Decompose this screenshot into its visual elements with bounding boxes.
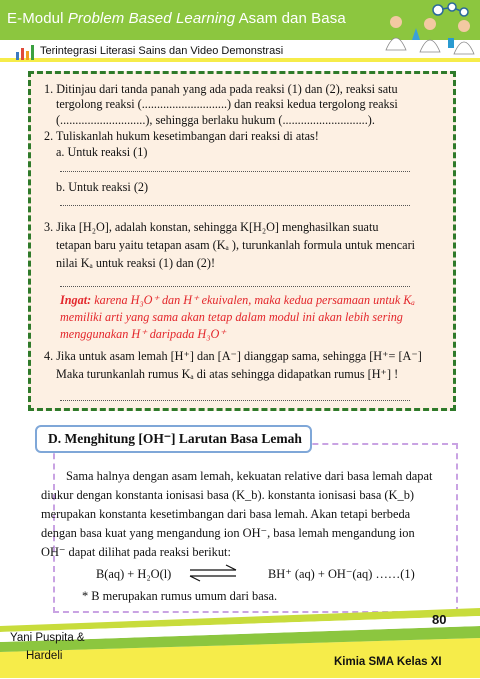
paragraph-line-5: OH⁻ dapat dilihat pada reaksi berikut: — [41, 545, 231, 559]
bar-chart-icon — [14, 42, 36, 62]
scientists-illustration-icon — [378, 0, 480, 56]
course-label: Kimia SMA Kelas XI — [334, 656, 442, 668]
question-3-line-2: tetapan baru yaitu tetapan asam (Kₐ ), turunkanlah formula untuk mencari — [56, 238, 416, 252]
reaction-reactants: B(aq) + H₂O(l) — [96, 567, 172, 581]
note-line-1: Ingat: karena H₃O⁺ dan H⁺ ekuivalen, maka kedua persamaan untuk Kₐ — [60, 293, 415, 307]
subheader-yellow-stripe — [0, 58, 480, 62]
question-3-line-3: nilai Kₐ untuk reaksi (1) dan (2)! — [56, 256, 216, 270]
answer-line-3[interactable] — [60, 286, 410, 287]
reaction-products: BH⁺ (aq) + OH⁻(aq) ……(1) — [268, 567, 415, 581]
question-4-line-2: Maka turunkanlah rumus Kₐ di atas sehingga didapatkan rumus [H⁺] ! — [56, 367, 399, 381]
equilibrium-arrow-icon — [188, 564, 238, 582]
answer-line-2a[interactable] — [60, 171, 410, 172]
author-line-2: Hardeli — [26, 650, 63, 662]
question-1-line-1: 1. Ditinjau dari tanda panah yang ada pada reaksi (1) dan (2), reaksi satu — [44, 82, 398, 96]
paragraph-line-1: Sama halnya dengan asam lemah, kekuatan relative dari basa lemah dapat — [66, 469, 433, 483]
module-title: E-Modul Problem Based Learning Asam dan Basa — [7, 10, 346, 27]
question-1-line-3: (............................), sehingga berlaku hukum (............................). — [56, 113, 375, 127]
footnote: * B merupakan rumus umum dari basa. — [82, 589, 278, 603]
module-subtitle: Terintegrasi Literasi Sains dan Video Demonstrasi — [40, 45, 284, 57]
section-d-title: D. Menghitung [OH⁻] Larutan Basa Lemah — [48, 431, 302, 446]
page-number: 80 — [432, 612, 447, 627]
answer-line-2b[interactable] — [60, 205, 410, 206]
question-2b-label: b. Untuk reaksi (2) — [56, 180, 149, 194]
note-line-3: menggunakan H⁺ daripada H₃O⁺ — [60, 327, 226, 341]
paragraph-line-2: diukur dengan konstanta ionisasi basa (K_b). konstanta ionisasi basa (K_b) — [41, 488, 415, 502]
paragraph-line-3: merupakan konstanta kesetimbangan dari basa lemah. Akan tetapi berbeda — [41, 507, 411, 521]
author-line-1: Yani Puspita & — [10, 632, 85, 644]
question-3-line-1: 3. Jika [H₂O], adalah konstan, sehingga K[H₂O] menghasilkan suatu — [44, 220, 379, 234]
question-2-line-1: 2. Tuliskanlah hukum kesetimbangan dari reaksi di atas! — [44, 129, 319, 143]
question-1-line-2: tergolong reaksi (............................) dan reaksi kedua tergolong reaksi — [56, 97, 398, 111]
paragraph-line-4: dengan basa kuat yang mengandung ion OH⁻, basa lemah mengandung ion — [41, 526, 415, 540]
note-line-2: memiliki arti yang sama akan tetap dalam modul ini akan lebih sering — [60, 310, 403, 324]
answer-line-4[interactable] — [60, 400, 410, 401]
question-4-line-1: 4. Jika untuk asam lemah [H⁺] dan [A⁻] dianggap sama, sehingga [H⁺= [A⁻] — [44, 349, 422, 363]
question-2a-label: a. Untuk reaksi (1) — [56, 145, 148, 159]
